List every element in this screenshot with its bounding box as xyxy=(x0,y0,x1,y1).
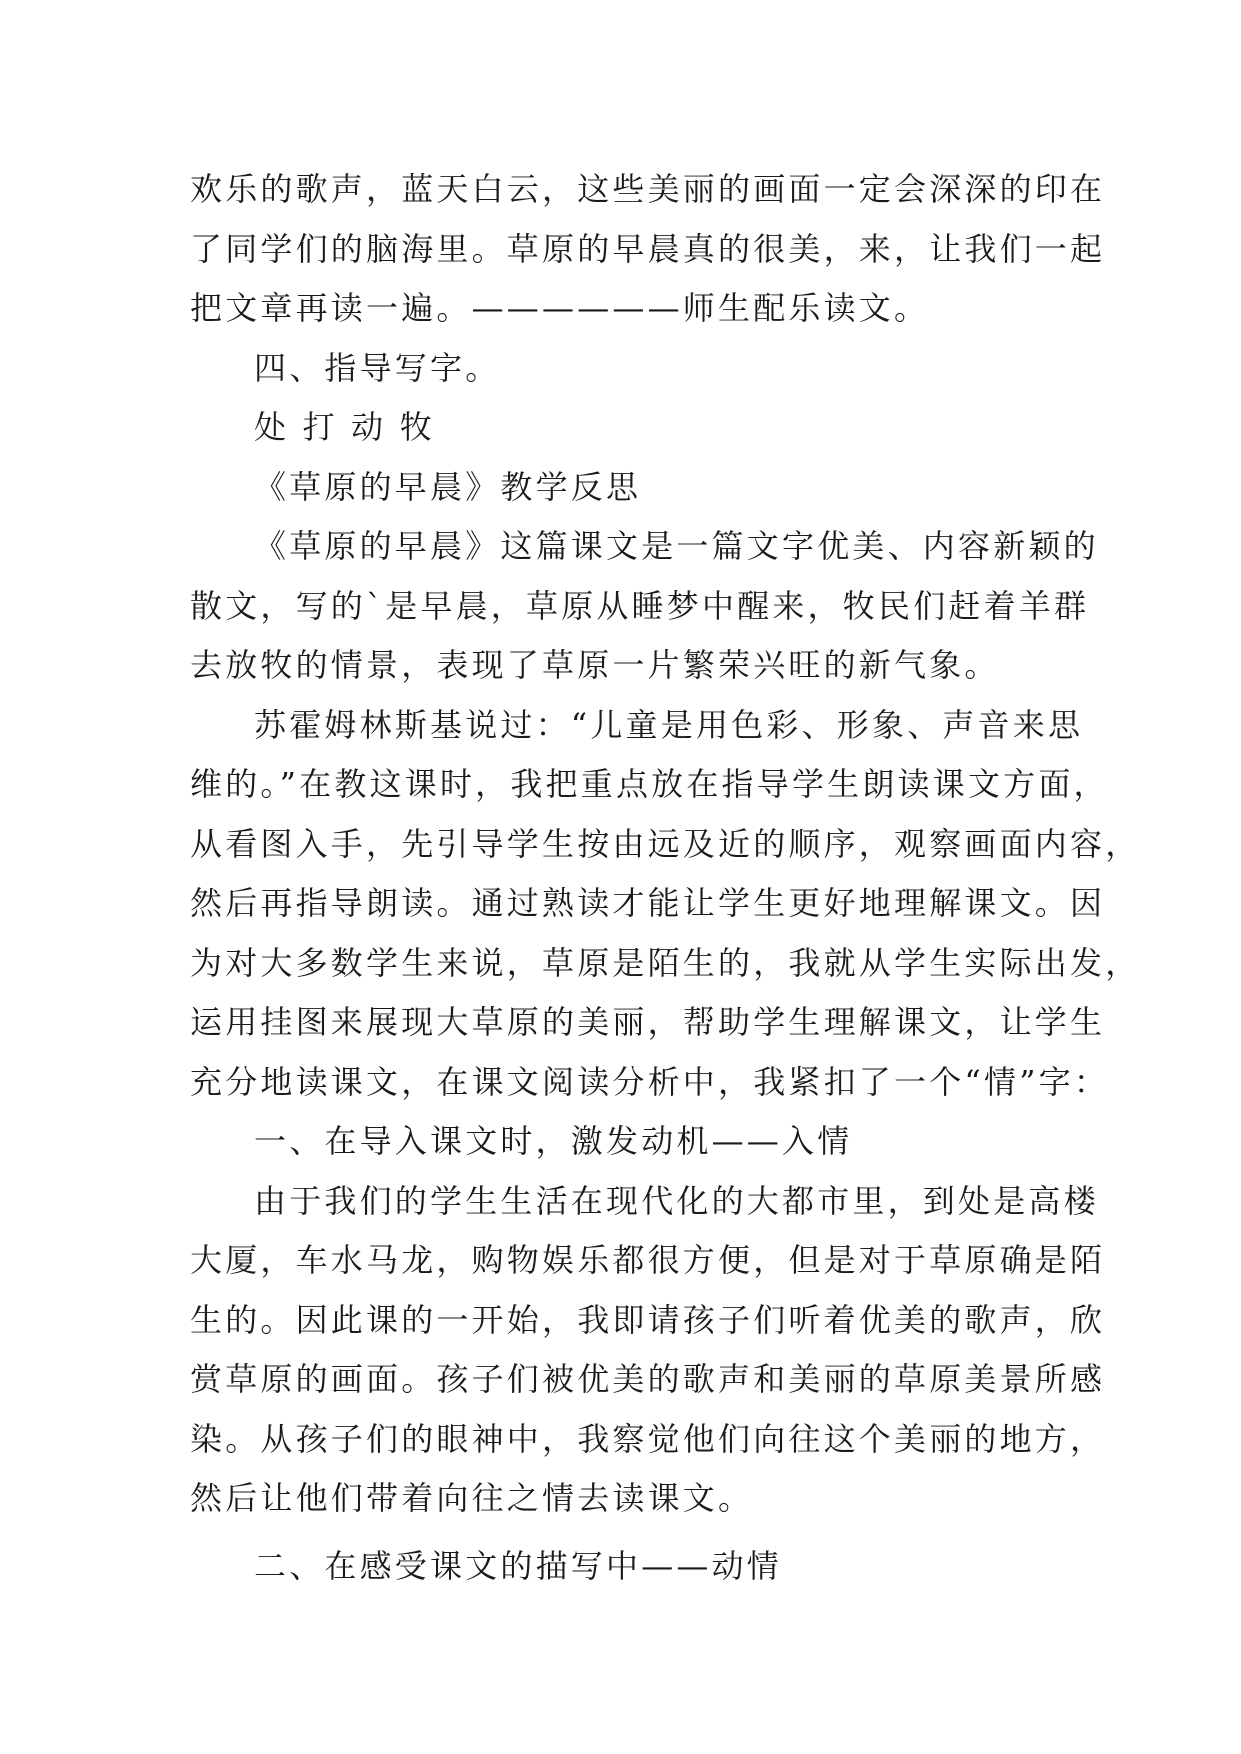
text-line: 生的。因此课的一开始，我即请孩子们听着优美的歌声，欣 xyxy=(190,1300,1106,1339)
reflection-title: 《草原的早晨》教学反思 xyxy=(254,467,642,506)
characters-to-write: 处 打 动 牧 xyxy=(254,408,435,446)
text-line: 赏草原的画面。孩子们被优美的歌声和美丽的草原美景所感 xyxy=(190,1360,1106,1398)
paragraph-first-line: 苏霍姆林斯基说过：“儿童是用色彩、形象、声音来思 xyxy=(254,705,1084,744)
text-line: 充分地读课文，在课文阅读分析中，我紧扣了一个“情”字： xyxy=(190,1062,1110,1101)
text-line: 欢乐的歌声，蓝天白云，这些美丽的画面一定会深深的印在 xyxy=(190,170,1106,208)
paragraph-first-line: 《草原的早晨》这篇课文是一篇文字优美、内容新颖的 xyxy=(254,527,1099,565)
text-line: 然后再指导朗读。通过熟读才能让学生更好地理解课文。因 xyxy=(190,884,1106,922)
text-line: 染。从孩子们的眼神中，我察觉他们向往这个美丽的地方， xyxy=(190,1419,1106,1458)
subheading-enter-emotion: 一、在导入课文时，激发动机——入情 xyxy=(254,1122,853,1160)
section-heading-writing: 四、指导写字。 xyxy=(254,348,501,387)
text-line: 为对大多数学生来说，草原是陌生的，我就从学生实际出发， xyxy=(190,943,1141,982)
text-line: 去放牧的情景，表现了草原一片繁荣兴旺的新气象。 xyxy=(190,646,1000,684)
text-line: 运用挂图来展现大草原的美丽，帮助学生理解课文，让学生 xyxy=(190,1003,1106,1041)
body-text xyxy=(190,160,1141,1596)
paragraph-first-line: 由于我们的学生生活在现代化的大都市里，到处是高楼 xyxy=(254,1181,1099,1220)
text-line: 把文章再读一遍。——————师生配乐读文。 xyxy=(190,289,930,327)
text-line: 大厦，车水马龙，购物娱乐都很方便，但是对于草原确是陌 xyxy=(190,1241,1106,1279)
text-line: 从看图入手，先引导学生按由远及近的顺序，观察画面内容， xyxy=(190,824,1141,863)
text-line: 了同学们的脑海里。草原的早晨真的很美，来，让我们一起 xyxy=(190,229,1106,268)
text-line: 散文，写的`是早晨，草原从睡梦中醒来，牧民们赶着羊群 xyxy=(190,586,1090,625)
text-line: 然后让他们带着向往之情去读课文。 xyxy=(190,1479,754,1517)
text-line: 维的。”在教这课时，我把重点放在指导学生朗读课文方面， xyxy=(190,765,1109,803)
subheading-move-emotion: 二、在感受课文的描写中——动情 xyxy=(254,1546,783,1585)
